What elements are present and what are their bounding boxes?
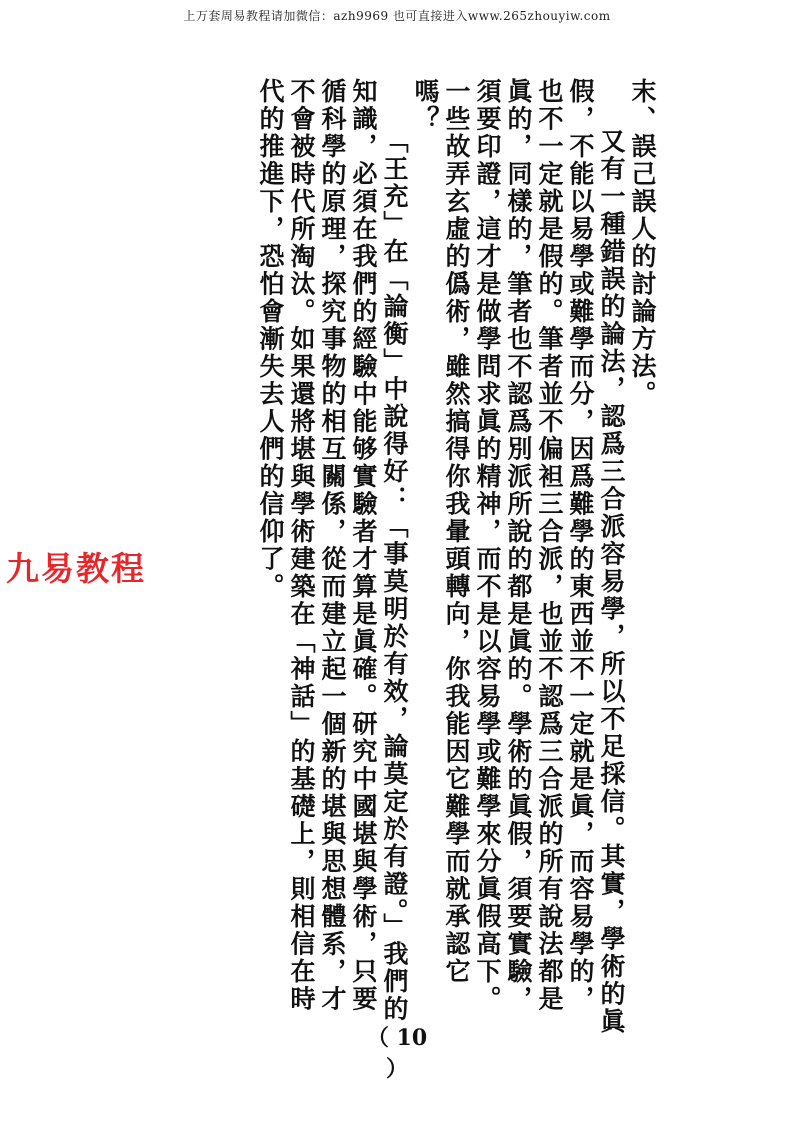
paragraph: 「王充」在「論衡」中說得好：「事莫明於有效，論莫定於有證。」我們的知識，必須在我們的經驗中能够實驗者才算是眞確。研究中國堪與學術，只要循科學的原理，探究事物的相互關係，從而建立起一個新的堪與思想體系，才不會被時代所淘汰。如果還將堪與學術建築在「神話」的基礎上，則相信在時代的推進下，恐怕會漸失去人們的信仰了。 (256, 78, 409, 1023)
paragraph: 末、誤己誤人的討論方法。 (628, 78, 657, 408)
page-number: （ 10 ） (366, 1025, 428, 1082)
watermark-logo: 九易教程 (6, 549, 146, 588)
vertical-text-body (256, 78, 658, 1038)
paragraph: 又有一種錯誤的論法，認爲三合派容易學，所以不足採信。其實，學術的眞假，不能以易學或難學而分，因爲難學的東西並不一定就是眞，而容易學的，也不一定就是假的。筆者並不偏袒三合派，也並不認爲三合派的所有說法都是眞的，同樣的，筆者也不認爲別派所說的都是眞的。學術的眞假，須要實驗，須要印證，這才是做學問求眞的精神，而不是以容易學或難學來分眞假高下。一些故弄玄虛的僞術，雖然搞得你我暈頭轉向，你我能因它難學而就承認它嗎？ (411, 78, 626, 1036)
header-banner: 上万套周易教程请加微信：azh9969 也可直接进入www.265zhouyiw.com (183, 9, 611, 23)
